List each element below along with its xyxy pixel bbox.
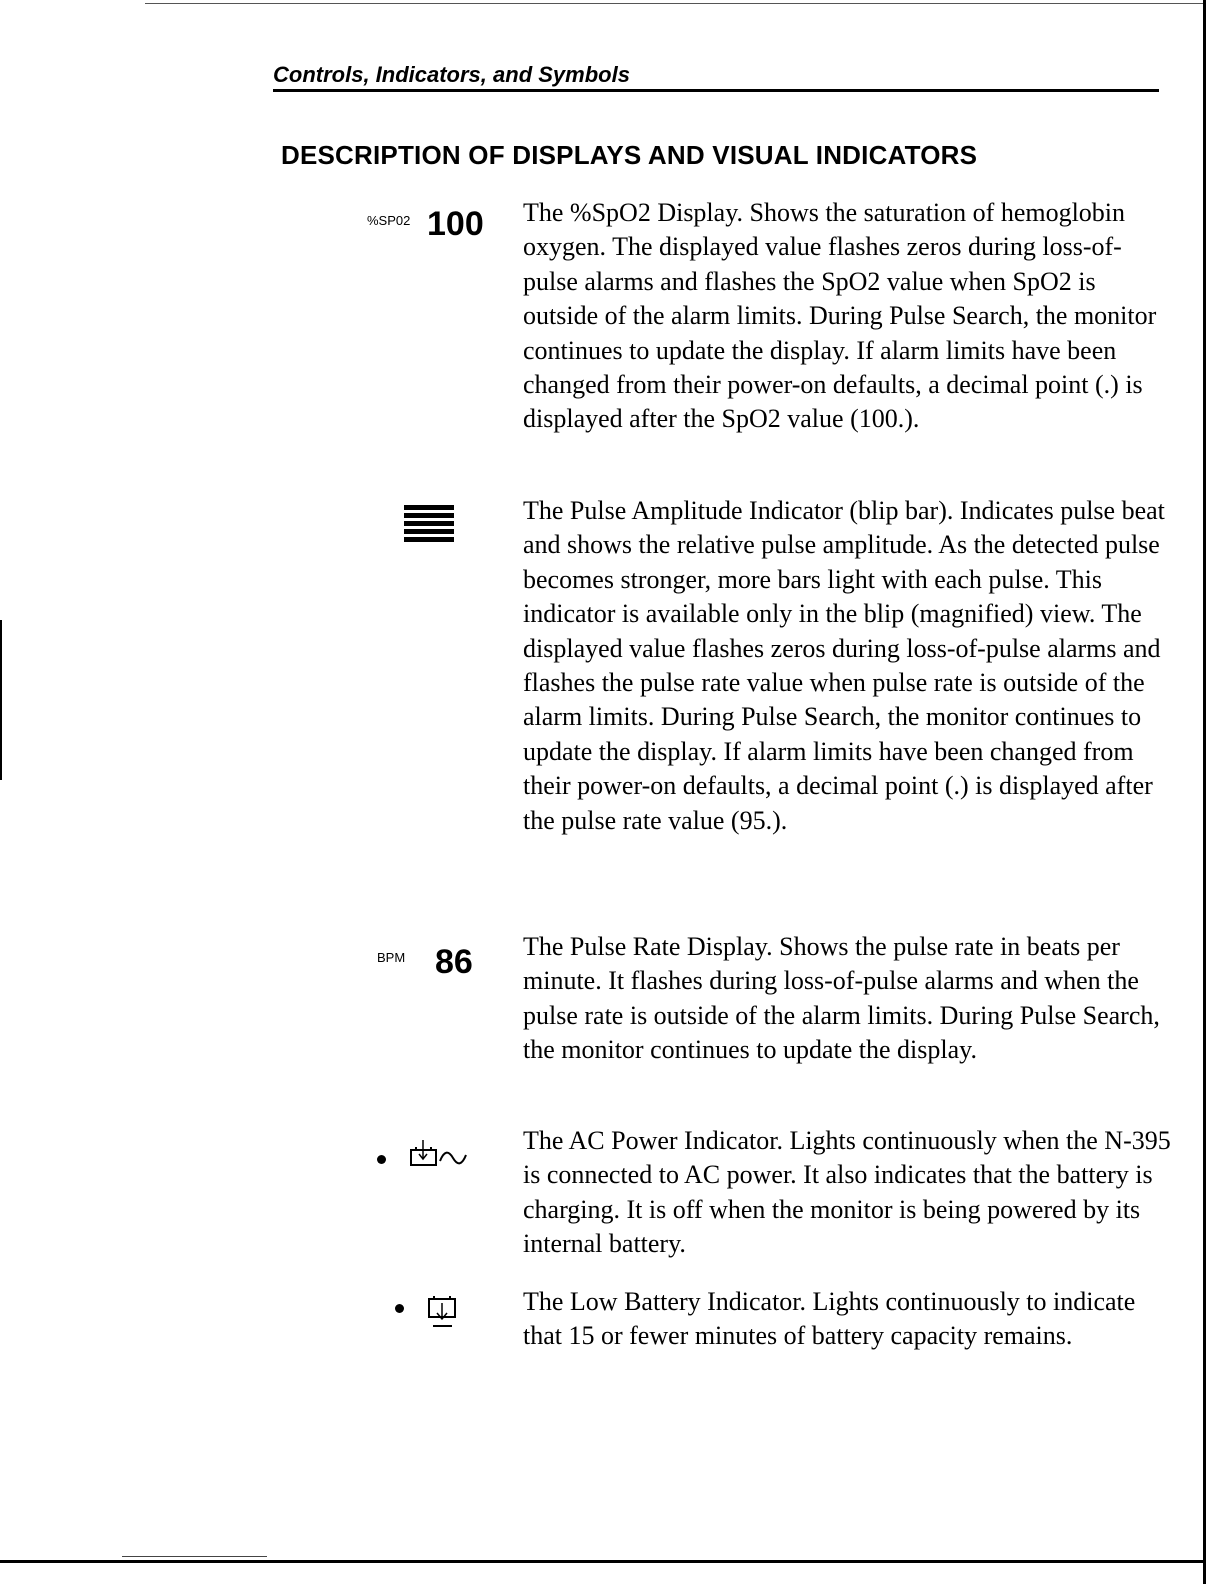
low-battery-icon — [425, 1293, 465, 1333]
scan-edge-right — [1203, 0, 1206, 1584]
page-header: Controls, Indicators, and Symbols — [273, 62, 1159, 92]
blip-bar-icon — [404, 505, 454, 545]
spo2-value: 100 — [427, 205, 484, 243]
blip-bar-description: The Pulse Amplitude Indicator (blip bar). Indicates pulse beat and shows the relative pulse amplitude. As the detected pulse becomes stronger, more bars light with each pulse. This indicator is available only in the blip (magnified) view. The displayed value flashes zeros during loss-of-pulse alarms and flashes the pulse rate value when pulse rate is outside of the alarm limits. During Pulse Search, the monitor continues to update the display. If alarm limits have been changed from their power-on defaults, a decimal point (.) is displayed after the pulse rate value (95.). — [523, 496, 1165, 835]
ac-power-description: The AC Power Indicator. Lights continuously when the N-395 is connected to AC power. It also indicates that the battery is charging. It is off when the monitor is being powered by its internal battery. — [523, 1126, 1171, 1259]
pulse-rate-description: The Pulse Rate Display. Shows the pulse rate in beats per minute. It flashes during loss-of-pulse alarms and when the pulse rate is outside of the alarm limits. During Pulse Search, the monitor continues to update the display. — [523, 932, 1160, 1065]
scan-edge-top — [145, 3, 1205, 4]
indicator-dot — [395, 1304, 404, 1313]
bpm-label: BPM — [377, 950, 406, 965]
ac-power-icon — [408, 1138, 483, 1172]
scan-edge-left — [0, 620, 2, 780]
spo2-label: %SP02 — [367, 213, 411, 228]
spo2-description: The %SpO2 Display. Shows the saturation of hemoglobin oxygen. The displayed value flashes zeros during loss-of-pulse alarms and flashes the SpO2 value when SpO2 is outside of the alarm limits. During Pulse Search, the monitor continues to update the display. If alarm limits have been changed from their power-on defaults, a decimal point (.) is displayed after the SpO2 value (100.). — [523, 198, 1157, 434]
scan-edge-bottom-short — [122, 1556, 267, 1557]
indicator-dot — [377, 1155, 386, 1164]
low-battery-description: The Low Battery Indicator. Lights continuously to indicate that 15 or fewer minutes of battery capacity remains. — [523, 1287, 1136, 1351]
scan-edge-bottom — [0, 1560, 1206, 1563]
bpm-value: 86 — [435, 943, 473, 981]
section-title: DESCRIPTION OF DISPLAYS AND VISUAL INDICATORS — [281, 140, 978, 170]
